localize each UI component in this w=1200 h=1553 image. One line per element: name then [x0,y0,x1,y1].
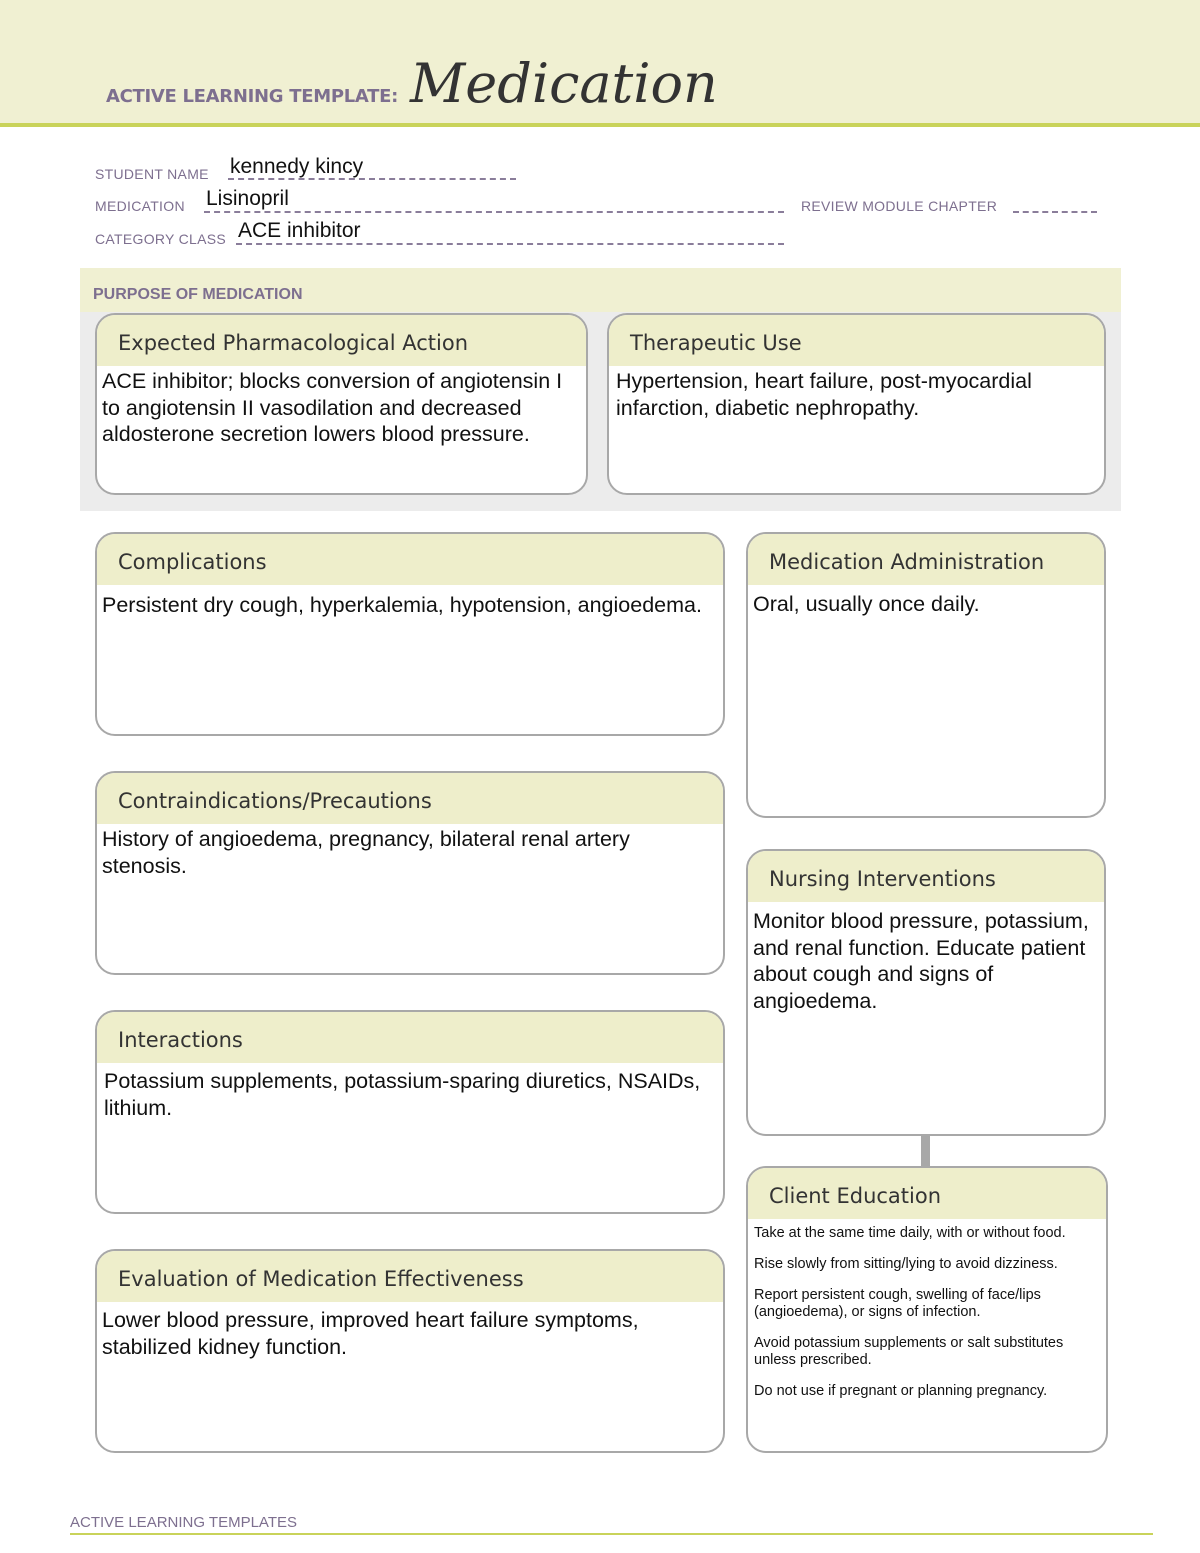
education-item: Take at the same time daily, with or without food. [754,1225,1066,1241]
review-module-label: REVIEW MODULE CHAPTER [801,198,998,214]
box-title: Complications [97,534,723,585]
student-name-label: STUDENT NAME [95,166,209,182]
connector [921,1135,930,1167]
nursing-interventions-box [746,849,1106,1136]
medication-underline [204,211,784,213]
student-name-underline [228,178,516,180]
education-item: Do not use if pregnant or planning pregnancy. [754,1383,1048,1399]
complications-box [95,532,725,736]
box-text[interactable]: History of angioedema, pregnancy, bilateral renal artery stenosis. [102,827,630,878]
category-underline [236,243,784,245]
category-label: CATEGORY CLASS [95,231,227,247]
box-text[interactable]: ACE inhibitor; blocks conversion of angiotensin I to angiotensin II vasodilation and decreased aldosterone secretion lowers blood pressure. [102,369,563,446]
education-item: Avoid potassium supplements or salt substitutes unless prescribed. [754,1335,1064,1368]
box-title: Nursing Interventions [748,851,1104,902]
box-title: Client Education [748,1168,1106,1219]
box-text[interactable]: Lower blood pressure, improved heart failure symptoms, stabilized kidney function. [102,1308,639,1359]
student-name-field[interactable]: kennedy kincy [230,155,364,178]
review-module-field[interactable] [1013,211,1097,213]
pharmacological-action-box [95,313,588,495]
box-title: Evaluation of Medication Effectiveness [97,1251,723,1302]
page-title: Medication [410,52,718,115]
interactions-box [95,1010,725,1214]
box-text[interactable]: Persistent dry cough, hyperkalemia, hypotension, angioedema. [102,593,702,617]
box-title: Medication Administration [748,534,1104,585]
box-text[interactable]: Hypertension, heart failure, post-myocardial infarction, diabetic nephropathy. [616,369,1032,420]
medication-field[interactable]: Lisinopril [206,187,289,210]
box-title: Expected Pharmacological Action [97,315,586,366]
box-title: Interactions [97,1012,723,1063]
template-label: ACTIVE LEARNING TEMPLATE: [106,86,398,107]
box-text[interactable]: Potassium supplements, potassium-sparing diuretics, NSAIDs, lithium. [104,1069,701,1120]
box-text[interactable]: Oral, usually once daily. [753,592,980,616]
education-item: Report persistent cough, swelling of face/lips (angioedema), or signs of infection. [754,1287,1041,1320]
box-text[interactable]: Monitor blood pressure, potassium, and renal function. Educate patient about cough and signs of angioedema. [753,909,1089,1013]
box-title: Contraindications/Precautions [97,773,723,824]
evaluation-box [95,1249,725,1453]
box-text[interactable] [748,1219,1106,1420]
therapeutic-use-box [607,313,1106,495]
education-item: Rise slowly from sitting/lying to avoid dizziness. [754,1256,1058,1272]
box-title: Therapeutic Use [609,315,1104,366]
category-field[interactable]: ACE inhibitor [238,219,361,242]
client-education-box [746,1166,1108,1453]
medication-label: MEDICATION [95,198,185,214]
footer-rule [70,1533,1153,1535]
administration-box [746,532,1106,818]
contraindications-box [95,771,725,975]
purpose-title: PURPOSE OF MEDICATION [93,286,303,303]
footer-label: ACTIVE LEARNING TEMPLATES [70,1514,297,1531]
